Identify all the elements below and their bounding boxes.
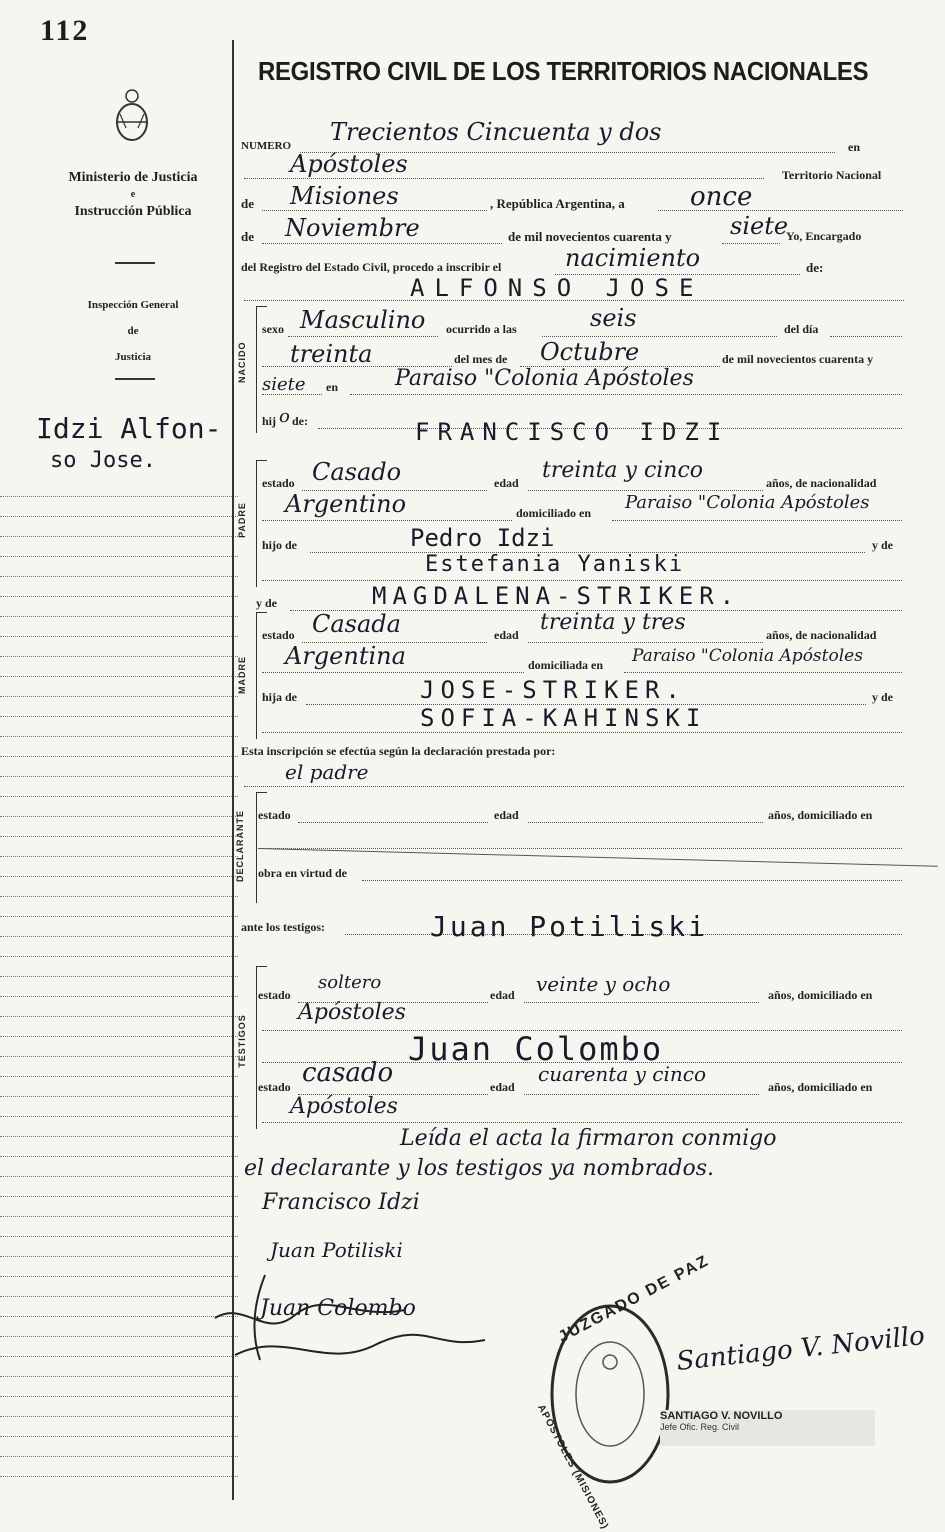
entry-padre-edad: treinta y cinco [542,458,704,483]
entry-nombre: ALFONSO JOSE [410,274,704,302]
signature-encargado: Santiago V. Novillo [675,1321,927,1377]
label-madre-domiciliada: domiciliada en [528,658,604,672]
label-ocurrido: ocurrido a las [446,322,517,336]
ministry-line-3: Instrucción Pública [74,204,192,219]
entry-anio-inscripcion: siete [730,212,789,240]
entry-anio-nacimiento: siete [262,374,306,395]
signature-flourish [205,1260,505,1380]
label-numero: NUMERO [241,140,292,152]
label-de-mil-nov: de mil novecientos cuarenta y [722,352,874,366]
margin-note-line-2: so Jose. [50,448,156,473]
entry-padre-nombre: FRANCISCO IDZI [415,418,730,446]
side-label-testigos: TESTIGOS [237,1014,247,1068]
label-hij: hij [262,414,277,428]
declarante-strike-line [258,848,938,867]
label-del-registro: del Registro del Estado Civil, procedo a inscribir el [241,260,502,274]
label-del-mes: del mes de [454,352,508,366]
signature-testigo-1: Juan Potiliski [270,1238,403,1262]
label-yo-encargado: Yo, Encargado [786,229,862,243]
document-title: REGISTRO CIVIL DE LOS TERRITORIOS NACIONALES [258,56,869,86]
inspection-line-2: de [127,325,139,337]
label-ante-testigos: ante los testigos: [241,920,325,934]
entry-madre-madre: SOFIA-KAHINSKI [420,704,707,732]
side-label-nacido: NACIDO [237,341,247,383]
closing-line-1: Leída el acta la firmaron conmigo [400,1126,777,1151]
label-hijo-de: hijo de [262,538,298,552]
entry-testigo2-estado: casado [302,1058,394,1088]
entry-testigo2-edad: cuarenta y cinco [538,1062,706,1086]
signature-testigo-2: Juan Colombo [260,1296,416,1321]
entry-territorio: Misiones [290,182,399,210]
entry-padre-padre: Pedro Idzi [410,524,555,552]
label-en: en [848,140,860,154]
label-y-de-madre: y de [256,596,277,610]
entry-madre-nacionalidad: Argentina [285,642,406,670]
inspection-line-3: Justicia [114,351,152,363]
label-testigo1-anos-dom: años, domiciliado en [768,988,873,1002]
label-padre-y-de: y de [872,538,893,552]
label-de-1: de [241,196,254,211]
page-number: 112 [40,14,90,47]
label-territorio-nacional: Territorio Nacional [782,168,882,182]
entry-padre-madre: Estefania Yaniski [425,552,685,577]
label-en-nacimiento: en [326,380,338,394]
entry-padre-nacionalidad: Argentino [285,490,407,518]
entry-mes-inscripcion: Noviembre [285,214,420,242]
margin-ruled-lines [0,0,238,1500]
label-testigo2-estado: estado [258,1080,291,1094]
entry-testigo2-domicilio: Apóstoles [290,1094,398,1119]
label-testigo2-anos-dom: años, domiciliado en [768,1080,873,1094]
entry-dia-nacimiento: treinta [290,340,373,368]
label-de-2: de [241,229,254,244]
closing-line-2: el declarante y los testigos ya nombrados. [244,1156,715,1181]
label-madre-estado: estado [262,628,295,642]
label-de-colon: de: [806,260,824,275]
entry-madre-padre: JOSE-STRIKER. [420,676,686,704]
label-testigo1-estado: estado [258,988,291,1002]
entry-madre-domicilio: Paraiso "Colonia Apóstoles [632,646,863,666]
entry-padre-domicilio: Paraiso "Colonia Apóstoles [625,492,870,513]
entry-mes-nacimiento: Octubre [540,338,640,366]
label-padre-domiciliado: domiciliado en [516,506,592,520]
label-republica: , República Argentina, a [490,196,625,211]
label-hija-de: hija de [262,690,298,704]
side-label-padre: PADRE [237,502,247,538]
margin-note-line-1: Idzi Alfon- [36,412,222,445]
entry-numero: Trecientos Cincuenta y dos [330,118,662,146]
label-declarante-estado: estado [258,808,291,822]
signature-declarante: Francisco Idzi [262,1190,420,1215]
side-label-madre: MADRE [237,656,247,694]
seal-bottom-text: APOSTOLES (MISIONES) [535,1402,611,1532]
registrar-stamp [660,1410,875,1446]
label-sexo: sexo [262,322,284,336]
entry-lugar: Apóstoles [290,150,408,178]
entry-sexo: Masculino [300,306,426,334]
ministry-line-1: Ministerio de Justicia [68,170,198,185]
label-del-dia: del día [784,322,819,336]
entry-lugar-nacimiento: Paraiso "Colonia Apóstoles [395,366,694,391]
entry-testigo1-nombre: Juan Potiliski [430,910,709,943]
label-inscripcion: Esta inscripción se efectúa según la declaración prestada por: [241,744,556,758]
label-madre-anos-nac: años, de nacionalidad [766,628,877,642]
entry-testigo1-edad: veinte y ocho [536,972,671,996]
entry-hora: seis [590,304,637,332]
entry-testigo1-estado: soltero [318,972,382,993]
stamp-line-1: SANTIAGO V. NOVILLO [660,1410,783,1422]
label-testigo2-edad: edad [490,1080,515,1094]
label-testigo1-edad: edad [490,988,515,1002]
entry-testigo1-domicilio: Apóstoles [298,1000,406,1025]
entry-acto: nacimiento [565,244,701,272]
side-label-declarante: DECLARANTE [235,810,245,882]
stamp-line-2: Jefe Ofic. Reg. Civil [660,1422,740,1432]
label-declarante-anos-dom: años, domiciliado en [768,808,873,822]
label-padre-anos-nac: años, de nacionalidad [766,476,877,490]
entry-madre-nombre: MAGDALENA-STRIKER. [372,582,741,610]
entry-hij-suffix: o [279,406,290,427]
entry-madre-estado: Casada [312,610,401,638]
label-madre-y-de: y de [872,690,893,704]
entry-declarante: el padre [285,760,369,784]
seal-top-text: JUZGADO DE PAZ [555,1252,713,1347]
label-declarante-edad: edad [494,808,519,822]
entry-padre-estado: Casado [312,458,402,486]
label-obra-virtud: obra en virtud de [258,866,348,880]
label-padre-estado: estado [262,476,295,490]
label-padre-edad: edad [494,476,519,490]
entry-dia-inscripcion: once [690,182,753,212]
entry-madre-edad: treinta y tres [540,610,686,635]
label-de-mil: de mil novecientos cuarenta y [508,229,672,244]
entry-testigo2-nombre: Juan Colombo [408,1030,664,1068]
inspection-line-1: Inspección General [87,299,179,311]
ministry-line-2: e [130,189,136,200]
label-hij-de: de: [292,414,308,428]
label-madre-edad: edad [494,628,519,642]
